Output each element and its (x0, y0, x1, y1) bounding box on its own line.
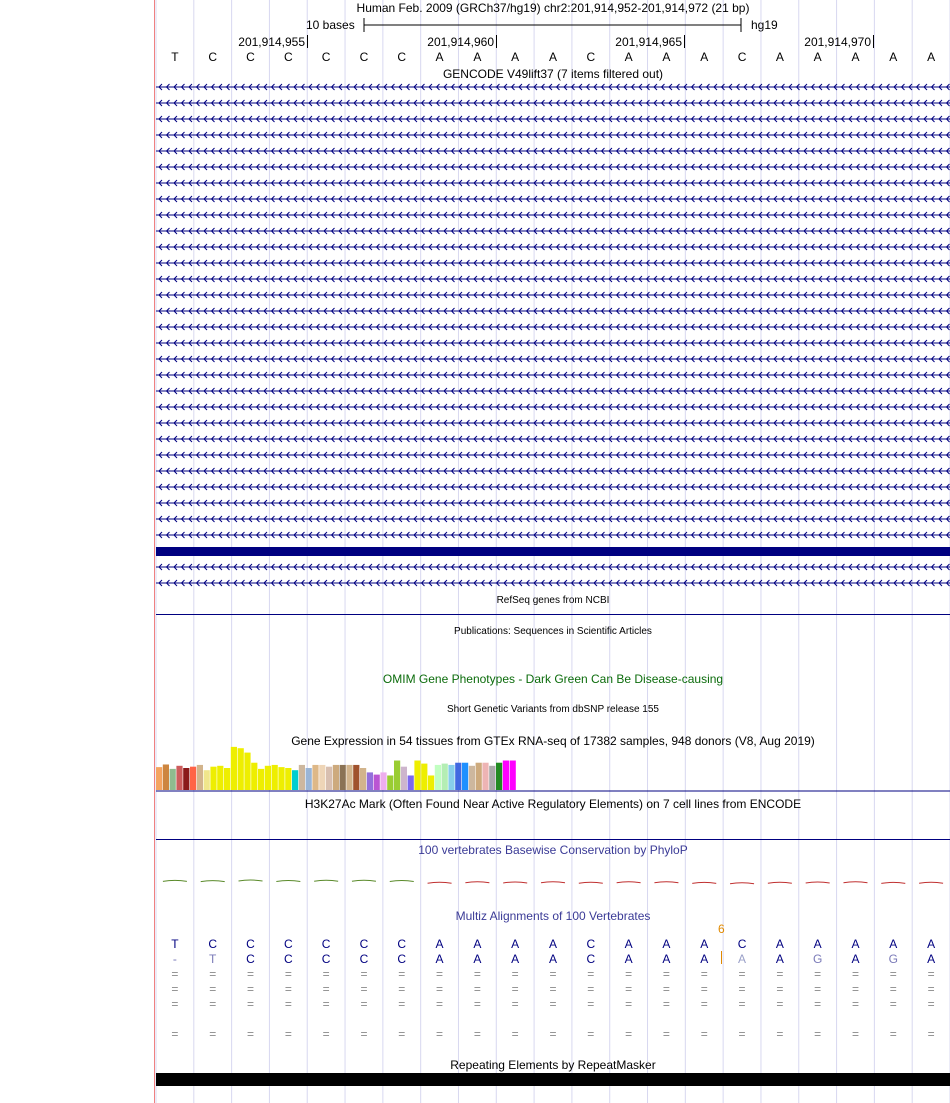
gtex-tissue-bar (224, 768, 230, 790)
alignment-base: T (209, 952, 217, 966)
gtex-tissue-bar (163, 764, 169, 790)
alignment-base: = (247, 997, 255, 1011)
alignment-base: C (208, 937, 218, 951)
gtex-tissue-bar (421, 764, 427, 790)
gtex-tissue-bar (238, 748, 244, 790)
gtex-tissue-bar (258, 769, 264, 790)
alignment-base: A (511, 952, 520, 966)
alignment-base: = (473, 997, 481, 1011)
alignment-base: = (700, 982, 708, 996)
alignment-base: A (813, 937, 822, 951)
gencode-track[interactable] (156, 82, 950, 592)
dna-base: A (889, 50, 898, 64)
alignment-base: = (398, 997, 406, 1011)
alignment-base: = (247, 967, 255, 981)
alignment-base: = (360, 982, 368, 996)
alignment-base: = (284, 1027, 292, 1041)
ruler-tick (873, 35, 874, 48)
alignment-base: = (511, 997, 519, 1011)
phylop-score-mark (730, 883, 754, 884)
ruler-position-label: 201,914,960 (427, 35, 494, 49)
phylop-score-mark (465, 882, 489, 883)
dna-base: C (359, 50, 369, 64)
gtex-tissue-bar (306, 768, 312, 790)
alignment-base: = (322, 1027, 330, 1041)
gtex-tissue-bar (204, 770, 210, 790)
ruler-tick (496, 35, 497, 48)
alignment-base: A (700, 937, 709, 951)
ruler-position-label: 201,914,965 (615, 35, 682, 49)
gtex-tissue-bar (251, 763, 257, 790)
gene-exon-block (156, 547, 950, 556)
dna-base: A (851, 50, 860, 64)
alignment-base: A (624, 952, 633, 966)
alignment-base: = (700, 1027, 708, 1041)
phylop-score-mark (579, 882, 603, 883)
alignment-base: = (814, 1027, 822, 1041)
gtex-tissue-bar (401, 767, 407, 790)
alignment-base: = (511, 1027, 519, 1041)
alignment-base: = (927, 997, 935, 1011)
dna-base: C (397, 50, 407, 64)
alignment-base: = (927, 982, 935, 996)
alignment-base: T (171, 937, 179, 951)
dna-base: C (246, 50, 255, 64)
alignment-base: A (738, 952, 747, 966)
gtex-tissue-bar (156, 767, 162, 790)
alignment-base: = (625, 997, 633, 1011)
alignment-base: A (700, 952, 709, 966)
alignment-base: = (662, 997, 670, 1011)
alignment-base: = (284, 982, 292, 996)
gtex-tissue-bar (340, 765, 346, 790)
gtex-tissue-bar (231, 747, 237, 790)
gencode-track-title: GENCODE V49lift37 (7 items filtered out) (442, 67, 664, 81)
phylop-score-mark (768, 882, 792, 883)
gtex-tissue-bar (442, 764, 448, 790)
repeatmasker-block[interactable] (156, 1073, 950, 1086)
alignment-base: = (171, 1027, 179, 1041)
gtex-tissue-bar (496, 763, 502, 790)
db-label: hg19 (751, 18, 778, 32)
gtex-tissue-bar (510, 761, 516, 790)
dna-base: A (662, 50, 671, 64)
alignment-base: = (889, 1027, 897, 1041)
dna-base: A (624, 50, 633, 64)
ruler-position-label: 201,914,970 (804, 35, 871, 49)
alignment-base: = (171, 982, 179, 996)
gtex-tissue-bar (176, 766, 182, 790)
alignment-base: C (397, 937, 407, 951)
alignment-base: = (851, 967, 859, 981)
gtex-tissue-bar (272, 765, 278, 790)
phylop-score-mark (617, 882, 641, 883)
gtex-tissue-bar (190, 767, 196, 790)
alignment-base: = (284, 967, 292, 981)
alignment-base: = (776, 982, 784, 996)
alignment-base: = (700, 997, 708, 1011)
alignment-base: A (548, 937, 557, 951)
alignment-base: = (625, 1027, 633, 1041)
gtex-tissue-bar (489, 766, 495, 790)
alignment-base: G (888, 952, 898, 966)
alignment-base: C (586, 952, 596, 966)
alignment-base: C (321, 937, 331, 951)
alignment-base: = (776, 967, 784, 981)
dna-base: A (548, 50, 557, 64)
phylop-score-mark (843, 882, 867, 883)
gtex-tissue-bar (292, 770, 298, 790)
dna-base: T (171, 50, 179, 64)
alignment-base: = (587, 997, 595, 1011)
alignment-base: = (171, 967, 179, 981)
gtex-tissue-bar (326, 767, 332, 790)
dna-base: A (700, 50, 709, 64)
alignment-base: = (814, 997, 822, 1011)
gtex-tissue-bar (346, 765, 352, 790)
alignment-base: = (587, 1027, 595, 1041)
alignment-base: = (398, 1027, 406, 1041)
alignment-base: = (284, 997, 292, 1011)
alignment-base: = (814, 967, 822, 981)
alignment-base: = (473, 982, 481, 996)
gtex-tissue-bar (503, 761, 509, 790)
alignment-base: = (473, 967, 481, 981)
gtex-tissue-bar (476, 763, 482, 790)
gtex-tissue-bar (170, 769, 176, 790)
alignment-base: = (322, 997, 330, 1011)
dna-base: A (813, 50, 822, 64)
alignment-base: = (587, 982, 595, 996)
ruler-tick (307, 35, 308, 48)
panel-divider (154, 0, 155, 1103)
alignment-base: = (549, 967, 557, 981)
alignment-base: = (360, 997, 368, 1011)
alignment-base: = (738, 997, 746, 1011)
gtex-tissue-bar (217, 766, 223, 790)
gtex-tissue-bar (435, 765, 441, 790)
alignment-base: A (548, 952, 557, 966)
dna-base: C (737, 50, 747, 64)
alignment-base: = (662, 1027, 670, 1041)
alignment-base: = (889, 997, 897, 1011)
gtex-track[interactable] (156, 746, 950, 794)
phylop-score-mark (919, 882, 943, 883)
alignment-base: = (738, 967, 746, 981)
alignment-base: C (283, 952, 293, 966)
gtex-tissue-bar (408, 775, 414, 790)
alignment-base: = (436, 982, 444, 996)
alignment-base: A (435, 937, 444, 951)
track-label-panel (0, 0, 154, 1103)
alignment-base: = (209, 1027, 217, 1041)
h3k27ac-track-title: H3K27Ac Mark (Often Found Near Active Regulatory Elements) on 7 cell lines from ENCODE (304, 797, 802, 811)
alignment-base: = (171, 997, 179, 1011)
gtex-tissue-bar (455, 763, 461, 790)
alignment-base: = (549, 1027, 557, 1041)
alignment-base: = (549, 982, 557, 996)
alignment-base: C (246, 952, 255, 966)
alignment-base: C (397, 952, 407, 966)
gtex-track-title: Gene Expression in 54 tissues from GTEx RNA-seq of 17382 samples, 948 donors (V8, Aug 2019) (291, 734, 815, 748)
alignment-base: = (398, 967, 406, 981)
alignment-base: A (662, 952, 671, 966)
gtex-tissue-bar (448, 765, 454, 790)
alignment-base: A (889, 937, 898, 951)
alignment-base: = (851, 982, 859, 996)
phylop-score-mark (692, 882, 716, 883)
alignment-base: = (776, 997, 784, 1011)
alignment-base: = (625, 982, 633, 996)
alignment-base: A (662, 937, 671, 951)
alignment-base: = (398, 982, 406, 996)
publications-track-title: Publications: Sequences in Scientific Articles (454, 626, 652, 637)
alignment-base: = (889, 967, 897, 981)
phylop-score-mark (314, 880, 338, 881)
alignment-base: G (812, 952, 823, 966)
alignment-base: = (662, 982, 670, 996)
multiz-track-title: Multiz Alignments of 100 Vertebrates (455, 909, 651, 923)
alignment-base: = (436, 1027, 444, 1041)
gtex-tissue-bar (244, 753, 250, 790)
alignment-base: = (549, 997, 557, 1011)
alignment-base: C (359, 937, 369, 951)
alignment-base: = (738, 1027, 746, 1041)
alignment-base: A (775, 937, 784, 951)
alignment-base: A (927, 937, 936, 951)
alignment-base: = (662, 967, 670, 981)
alignment-base: = (814, 982, 822, 996)
gtex-tissue-bar (482, 763, 488, 790)
alignment-base: = (587, 967, 595, 981)
gtex-tissue-bar (333, 765, 339, 790)
alignment-base: A (851, 952, 860, 966)
omim-track-title: OMIM Gene Phenotypes - Dark Green Can Be Disease-causing (382, 672, 724, 686)
alignment-base: = (511, 967, 519, 981)
alignment-base: - (172, 952, 177, 966)
alignment-base: C (737, 937, 747, 951)
alignment-base: = (700, 967, 708, 981)
phylop-score-mark (352, 880, 376, 881)
dna-base: A (435, 50, 444, 64)
alignment-base: = (322, 967, 330, 981)
alignment-base: C (246, 937, 255, 951)
alignment-base: = (209, 982, 217, 996)
alignment-base: = (436, 997, 444, 1011)
alignment-base: A (435, 952, 444, 966)
gap-count: 6 (718, 922, 725, 936)
dna-base: A (511, 50, 520, 64)
gtex-tissue-bar (428, 775, 434, 790)
alignment-base: = (360, 1027, 368, 1041)
gtex-tissue-bar (469, 766, 475, 790)
gtex-tissue-bar (462, 763, 468, 790)
gtex-tissue-bar (278, 767, 284, 790)
scale-text: 10 bases (306, 18, 355, 32)
alignment-base: = (927, 967, 935, 981)
gtex-tissue-bar (367, 772, 373, 790)
alignment-base: = (473, 1027, 481, 1041)
dna-base: A (927, 50, 936, 64)
phylop-track[interactable] (156, 858, 950, 902)
alignment-base: A (927, 952, 936, 966)
dbsnp-track-title: Short Genetic Variants from dbSNP release 155 (447, 704, 659, 715)
alignment-base: A (473, 937, 482, 951)
h3k27ac-track-line (156, 839, 950, 840)
phylop-score-mark (276, 881, 300, 882)
dna-base: A (473, 50, 482, 64)
alignment-base: = (209, 967, 217, 981)
gtex-tissue-bar (197, 765, 203, 790)
gtex-tissue-bar (380, 772, 386, 790)
alignment-base: A (851, 937, 860, 951)
gtex-tissue-bar (360, 768, 366, 790)
alignment-base: C (359, 952, 369, 966)
phylop-score-mark (390, 881, 414, 882)
gtex-tissue-bar (374, 775, 380, 790)
alignment-base: = (851, 1027, 859, 1041)
alignment-base: A (473, 952, 482, 966)
alignment-base: = (360, 967, 368, 981)
gtex-tissue-bar (414, 761, 420, 790)
gtex-tissue-bar (183, 768, 189, 790)
refseq-track-line (156, 614, 950, 615)
alignment-base: A (775, 952, 784, 966)
alignment-base: = (209, 997, 217, 1011)
gtex-tissue-bar (210, 767, 216, 790)
dna-base: C (586, 50, 596, 64)
dna-base: C (208, 50, 218, 64)
gtex-tissue-bar (285, 768, 291, 790)
alignment-base: A (624, 937, 633, 951)
gtex-tissue-bar (312, 765, 318, 790)
gtex-tissue-bar (353, 765, 359, 790)
gtex-tissue-bar (387, 775, 393, 790)
alignment-base: A (511, 937, 520, 951)
refseq-track-title: RefSeq genes from NCBI (496, 595, 610, 606)
ruler-tick (684, 35, 685, 48)
phylop-score-mark (806, 882, 830, 883)
gtex-tissue-bar (265, 766, 271, 790)
alignment-base: = (247, 1027, 255, 1041)
assembly-title: Human Feb. 2009 (GRCh37/hg19) chr2:201,914,952-201,914,972 (21 bp) (356, 1, 750, 15)
phylop-score-mark (503, 882, 527, 883)
phylop-score-mark (881, 882, 905, 883)
dna-base: C (283, 50, 293, 64)
alignment-base: = (927, 1027, 935, 1041)
alignment-base: C (321, 952, 331, 966)
alignment-base: = (851, 997, 859, 1011)
alignment-base: = (511, 982, 519, 996)
scale-bar (360, 16, 750, 34)
alignment-base: = (436, 967, 444, 981)
dna-base: C (321, 50, 331, 64)
alignment-base: = (738, 982, 746, 996)
phylop-score-mark (428, 882, 452, 883)
gtex-tissue-bar (319, 765, 325, 790)
alignment-base: = (889, 982, 897, 996)
phylop-score-mark (654, 882, 678, 883)
phylop-score-mark (201, 881, 225, 882)
alignment-base: C (586, 937, 596, 951)
ruler-position-label: 201,914,955 (238, 35, 305, 49)
repeatmasker-track-title: Repeating Elements by RepeatMasker (450, 1058, 656, 1072)
phylop-score-mark (163, 880, 187, 881)
phylop-score-mark (239, 880, 263, 881)
phylop-score-mark (541, 882, 565, 883)
dna-base: A (775, 50, 784, 64)
gtex-tissue-bar (299, 765, 305, 790)
alignment-base: = (776, 1027, 784, 1041)
alignment-base: = (247, 982, 255, 996)
alignment-base: = (322, 982, 330, 996)
gtex-tissue-bar (394, 761, 400, 790)
alignment-base: C (283, 937, 293, 951)
phylop-track-title: 100 vertebrates Basewise Conservation by PhyloP (418, 843, 688, 857)
alignment-base: = (625, 967, 633, 981)
